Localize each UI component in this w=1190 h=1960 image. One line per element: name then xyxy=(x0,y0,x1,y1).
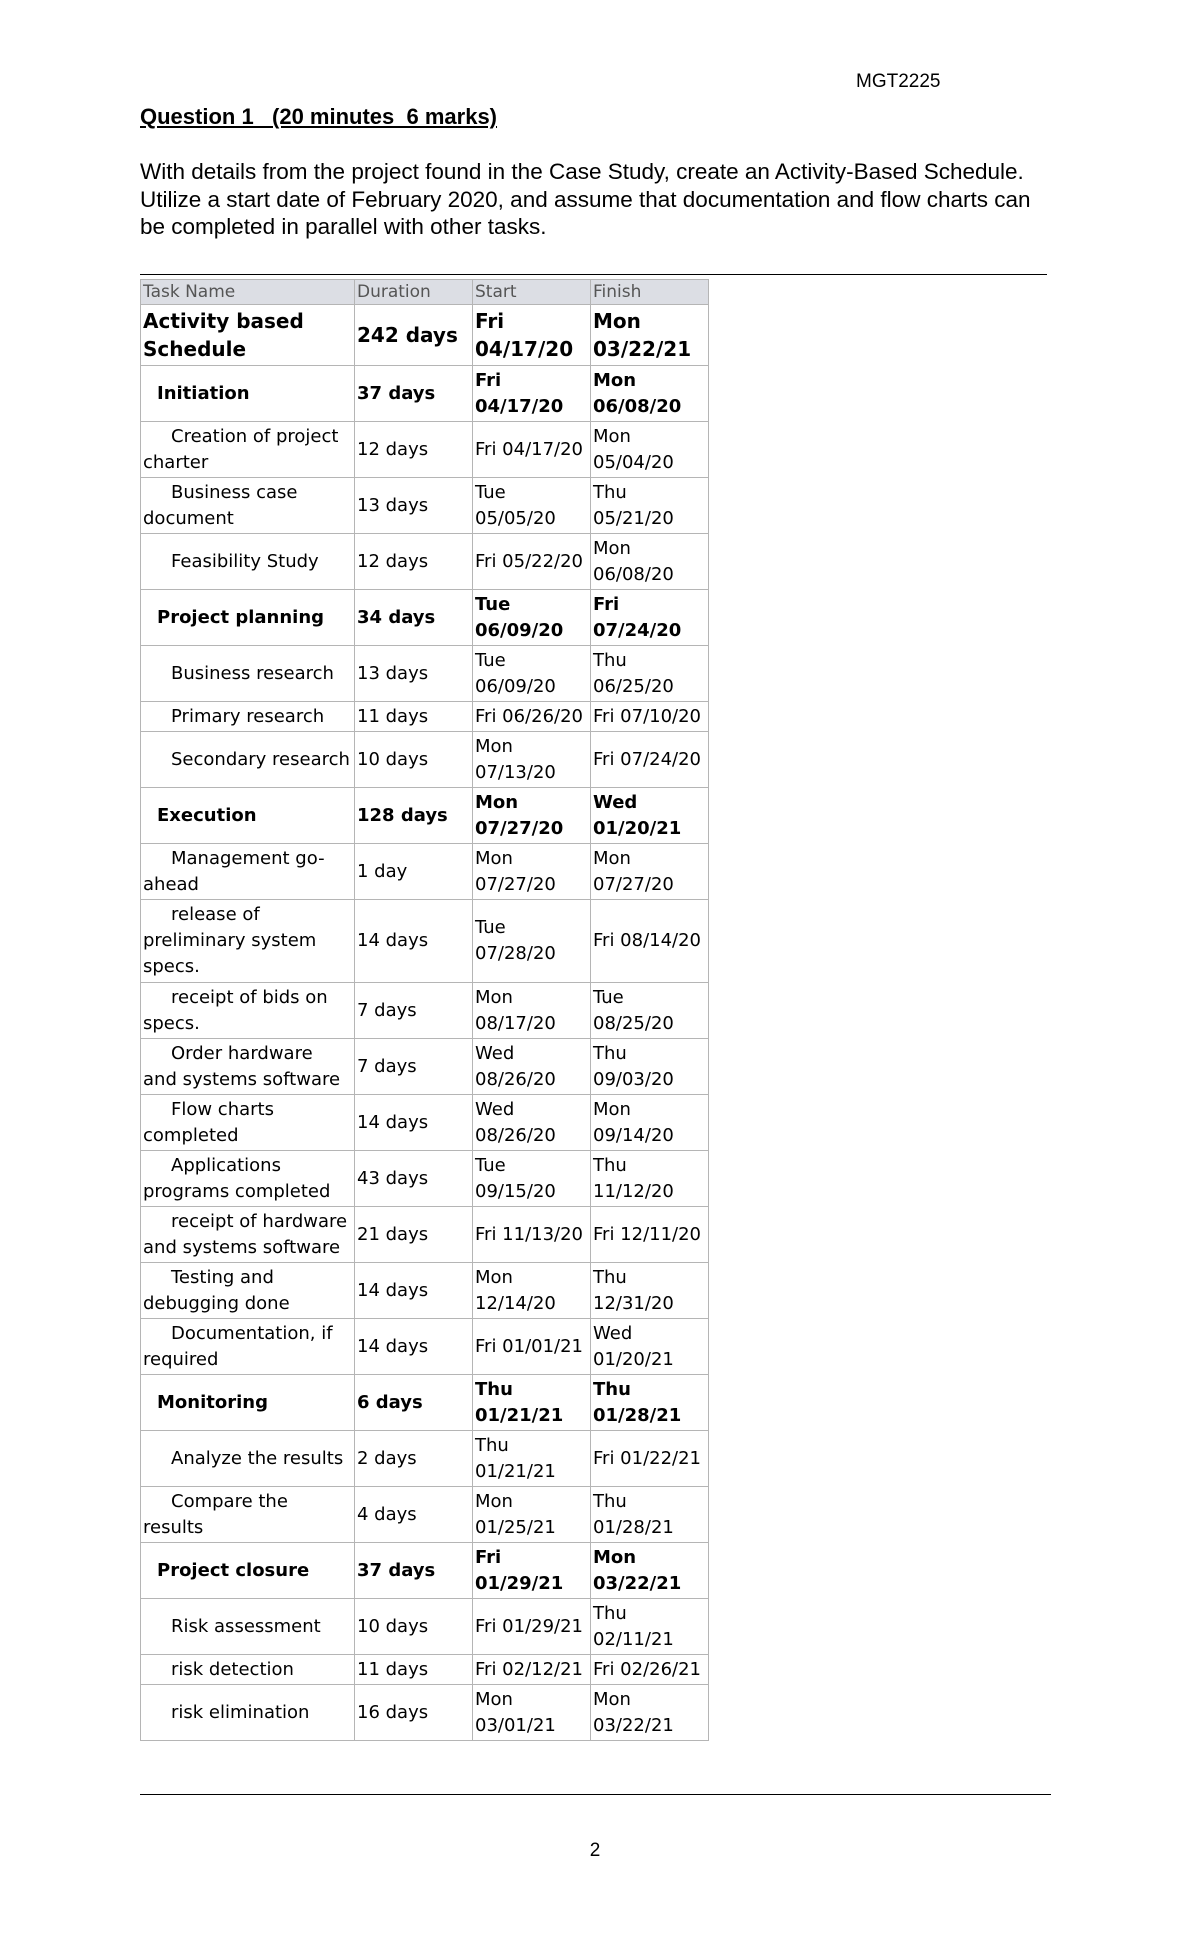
task-name-cell xyxy=(141,844,355,900)
duration-cell: 12 days xyxy=(355,534,473,590)
duration-cell: 13 days xyxy=(355,478,473,534)
task-name-text: receipt of bids on specs. xyxy=(143,986,328,1034)
task-name-text: Business case document xyxy=(143,481,298,529)
activity-schedule-table xyxy=(140,279,709,1741)
table-row xyxy=(141,1599,709,1655)
task-name-cell xyxy=(141,1655,355,1685)
table-row xyxy=(141,1095,709,1151)
finish-cell: Thu 02/11/21 xyxy=(591,1599,709,1655)
duration-cell: 12 days xyxy=(355,422,473,478)
task-name-text: Monitoring xyxy=(157,1391,268,1413)
duration-cell: 128 days xyxy=(355,788,473,844)
task-name-cell xyxy=(141,1431,355,1487)
finish-cell: Thu 11/12/20 xyxy=(591,1151,709,1207)
finish-cell: Thu 05/21/20 xyxy=(591,478,709,534)
table-row xyxy=(141,844,709,900)
start-cell: Fri 05/22/20 xyxy=(473,534,591,590)
task-name-text: Management go-ahead xyxy=(143,847,325,895)
task-name-text: Secondary research xyxy=(171,748,350,770)
duration-cell: 6 days xyxy=(355,1375,473,1431)
duration-cell: 7 days xyxy=(355,983,473,1039)
duration-cell: 11 days xyxy=(355,1655,473,1685)
task-name-text: Applications programs completed xyxy=(143,1154,331,1202)
table-header-row xyxy=(141,280,709,305)
task-name-text: Compare the results xyxy=(143,1490,288,1538)
finish-cell: Tue 08/25/20 xyxy=(591,983,709,1039)
start-cell: Thu 01/21/21 xyxy=(473,1431,591,1487)
start-cell: Mon 03/01/21 xyxy=(473,1685,591,1741)
task-name-text: Order hardware and systems software xyxy=(143,1042,341,1090)
table-row xyxy=(141,1431,709,1487)
task-name-cell xyxy=(141,1263,355,1319)
table-row xyxy=(141,422,709,478)
task-name-text: Creation of project charter xyxy=(143,425,339,473)
table-row xyxy=(141,788,709,844)
duration-cell: 16 days xyxy=(355,1685,473,1741)
finish-cell: Fri 12/11/20 xyxy=(591,1207,709,1263)
table-row xyxy=(141,590,709,646)
table-row xyxy=(141,1375,709,1431)
task-name-cell xyxy=(141,900,355,983)
start-cell: Tue 07/28/20 xyxy=(473,900,591,983)
task-name-text: Primary research xyxy=(171,705,325,727)
duration-cell: 13 days xyxy=(355,646,473,702)
duration-cell: 34 days xyxy=(355,590,473,646)
task-name-cell xyxy=(141,1039,355,1095)
task-name-text: Analyze the results xyxy=(171,1447,344,1469)
table-row xyxy=(141,1039,709,1095)
finish-cell: Fri 07/24/20 xyxy=(591,732,709,788)
table-row xyxy=(141,646,709,702)
task-name-text: Execution xyxy=(157,804,257,826)
finish-cell: Thu 01/28/21 xyxy=(591,1375,709,1431)
duration-cell: 4 days xyxy=(355,1487,473,1543)
start-cell: Fri 01/29/21 xyxy=(473,1543,591,1599)
table-row xyxy=(141,534,709,590)
task-name-cell xyxy=(141,1319,355,1375)
duration-cell: 10 days xyxy=(355,1599,473,1655)
duration-cell: 14 days xyxy=(355,1095,473,1151)
task-name-cell xyxy=(141,1543,355,1599)
finish-cell: Fri 07/10/20 xyxy=(591,702,709,732)
duration-cell: 11 days xyxy=(355,702,473,732)
start-cell: Thu 01/21/21 xyxy=(473,1375,591,1431)
table-row xyxy=(141,702,709,732)
table-row xyxy=(141,732,709,788)
duration-cell: 10 days xyxy=(355,732,473,788)
start-cell: Wed 08/26/20 xyxy=(473,1039,591,1095)
task-name-text: Flow charts completed xyxy=(143,1098,274,1146)
table-row xyxy=(141,900,709,983)
table-row xyxy=(141,366,709,422)
finish-cell: Mon 06/08/20 xyxy=(591,366,709,422)
task-name-cell xyxy=(141,983,355,1039)
finish-cell: Mon 07/27/20 xyxy=(591,844,709,900)
table-row xyxy=(141,1151,709,1207)
duration-cell: 1 day xyxy=(355,844,473,900)
start-cell: Wed 08/26/20 xyxy=(473,1095,591,1151)
table-row xyxy=(141,1487,709,1543)
start-cell: Fri 02/12/21 xyxy=(473,1655,591,1685)
header-finish: Finish xyxy=(591,280,709,305)
bottom-divider xyxy=(140,1794,1051,1795)
duration-cell: 14 days xyxy=(355,1319,473,1375)
task-name-text: risk detection xyxy=(171,1658,294,1680)
duration-cell: 14 days xyxy=(355,1263,473,1319)
task-name-cell xyxy=(141,1207,355,1263)
task-name-cell xyxy=(141,1685,355,1741)
finish-cell: Fri 08/14/20 xyxy=(591,900,709,983)
start-cell: Fri 04/17/20 xyxy=(473,305,591,366)
task-name-cell xyxy=(141,478,355,534)
table-row xyxy=(141,1263,709,1319)
header-start: Start xyxy=(473,280,591,305)
start-cell: Tue 06/09/20 xyxy=(473,590,591,646)
table-row xyxy=(141,1685,709,1741)
task-name-cell xyxy=(141,366,355,422)
task-name-text: release of preliminary system specs. xyxy=(143,904,317,977)
task-name-cell xyxy=(141,732,355,788)
header-duration: Duration xyxy=(355,280,473,305)
start-cell: Fri 11/13/20 xyxy=(473,1207,591,1263)
duration-cell: 43 days xyxy=(355,1151,473,1207)
task-name-cell xyxy=(141,646,355,702)
finish-cell: Fri 02/26/21 xyxy=(591,1655,709,1685)
task-name-cell xyxy=(141,1151,355,1207)
task-name-text: Feasibility Study xyxy=(171,550,319,572)
table-row xyxy=(141,1207,709,1263)
start-cell: Fri 01/01/21 xyxy=(473,1319,591,1375)
task-name-text: Testing and debugging done xyxy=(143,1266,290,1314)
start-cell: Mon 07/27/20 xyxy=(473,788,591,844)
task-name-cell xyxy=(141,422,355,478)
start-cell: Tue 05/05/20 xyxy=(473,478,591,534)
duration-cell: 37 days xyxy=(355,1543,473,1599)
start-cell: Fri 04/17/20 xyxy=(473,422,591,478)
course-code: MGT2225 xyxy=(856,71,941,92)
duration-cell: 2 days xyxy=(355,1431,473,1487)
start-cell: Mon 01/25/21 xyxy=(473,1487,591,1543)
start-cell: Fri 06/26/20 xyxy=(473,702,591,732)
page-number: 2 xyxy=(589,1840,601,1861)
duration-cell: 37 days xyxy=(355,366,473,422)
task-name-text: Documentation, if required xyxy=(143,1322,333,1370)
start-cell: Fri 01/29/21 xyxy=(473,1599,591,1655)
task-name-cell xyxy=(141,305,355,366)
start-cell: Mon 08/17/20 xyxy=(473,983,591,1039)
task-name-text: receipt of hardware and systems software xyxy=(143,1210,348,1258)
table-row xyxy=(141,305,709,366)
finish-cell: Thu 12/31/20 xyxy=(591,1263,709,1319)
question-instructions: With details from the project found in the Case Study, create an Activity-Based Schedule. Utilize a start date of February 2020, and assume that documentation and flow charts can be completed in parallel with other tasks. xyxy=(140,159,1031,239)
task-name-text: Initiation xyxy=(157,382,250,404)
task-name-cell xyxy=(141,1487,355,1543)
finish-cell: Fri 01/22/21 xyxy=(591,1431,709,1487)
task-name-text: Project planning xyxy=(157,606,325,628)
task-name-cell xyxy=(141,702,355,732)
finish-cell: Mon 06/08/20 xyxy=(591,534,709,590)
start-cell: Mon 07/13/20 xyxy=(473,732,591,788)
task-name-cell xyxy=(141,1095,355,1151)
question-title: Question 1 (20 minutes 6 marks) xyxy=(140,104,498,129)
start-cell: Fri 04/17/20 xyxy=(473,366,591,422)
table-row xyxy=(141,1319,709,1375)
header-task-name: Task Name xyxy=(141,280,355,305)
table-row xyxy=(141,1655,709,1685)
task-name-text: Activity based Schedule xyxy=(143,309,304,361)
finish-cell: Wed 01/20/21 xyxy=(591,1319,709,1375)
task-name-cell xyxy=(141,1599,355,1655)
task-name-text: Business research xyxy=(171,662,334,684)
finish-cell: Mon 03/22/21 xyxy=(591,1685,709,1741)
task-name-cell xyxy=(141,534,355,590)
duration-cell: 21 days xyxy=(355,1207,473,1263)
finish-cell: Mon 05/04/20 xyxy=(591,422,709,478)
duration-cell: 7 days xyxy=(355,1039,473,1095)
table-row xyxy=(141,478,709,534)
start-cell: Mon 12/14/20 xyxy=(473,1263,591,1319)
duration-cell: 14 days xyxy=(355,900,473,983)
task-name-text: Risk assessment xyxy=(171,1615,321,1637)
start-cell: Tue 06/09/20 xyxy=(473,646,591,702)
finish-cell: Mon 09/14/20 xyxy=(591,1095,709,1151)
finish-cell: Mon 03/22/21 xyxy=(591,305,709,366)
finish-cell: Thu 09/03/20 xyxy=(591,1039,709,1095)
table-row xyxy=(141,1543,709,1599)
start-cell: Mon 07/27/20 xyxy=(473,844,591,900)
start-cell: Tue 09/15/20 xyxy=(473,1151,591,1207)
task-name-text: Project closure xyxy=(157,1559,310,1581)
table-row xyxy=(141,983,709,1039)
duration-cell: 242 days xyxy=(355,305,473,366)
finish-cell: Thu 06/25/20 xyxy=(591,646,709,702)
table-body xyxy=(141,305,709,1741)
task-name-cell xyxy=(141,1375,355,1431)
task-name-cell xyxy=(141,590,355,646)
finish-cell: Thu 01/28/21 xyxy=(591,1487,709,1543)
finish-cell: Mon 03/22/21 xyxy=(591,1543,709,1599)
task-name-text: risk elimination xyxy=(171,1701,310,1723)
task-name-cell xyxy=(141,788,355,844)
finish-cell: Fri 07/24/20 xyxy=(591,590,709,646)
top-divider xyxy=(140,274,1047,275)
finish-cell: Wed 01/20/21 xyxy=(591,788,709,844)
